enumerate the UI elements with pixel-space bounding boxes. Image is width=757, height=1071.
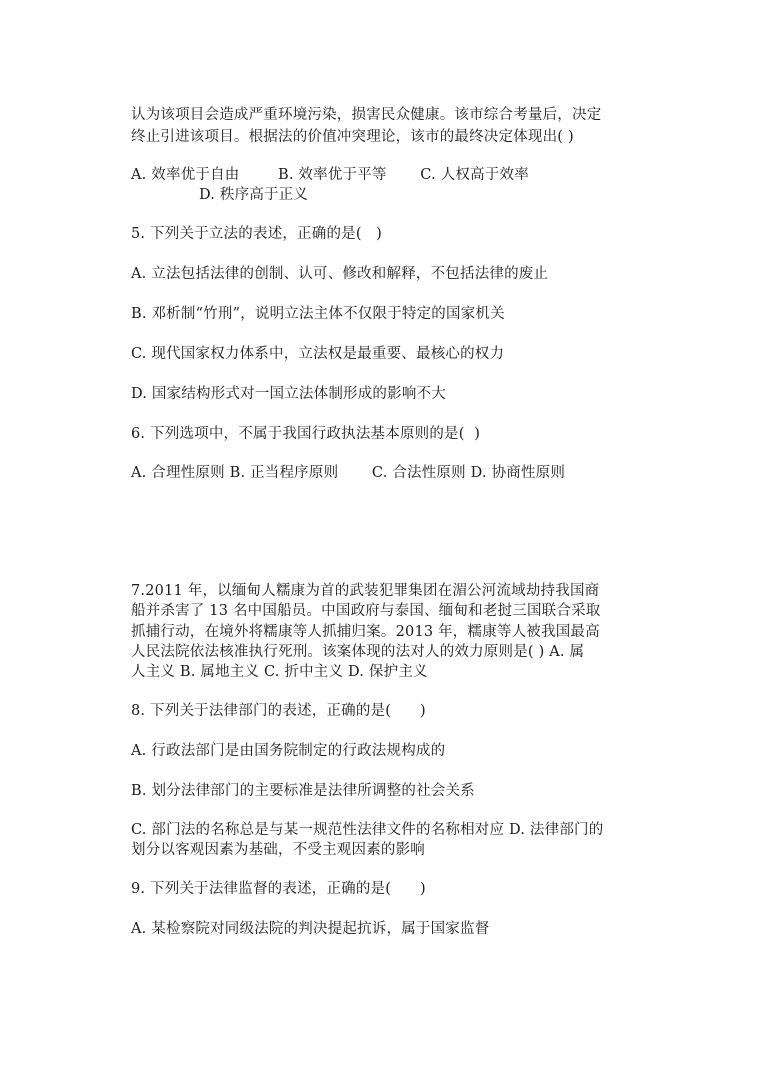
q7-line-5: 人主义 B. 属地主义 C. 折中主义 D. 保护主义 xyxy=(131,664,428,680)
q5-option-d: D. 国家结构形式对一国立法体制形成的影响不大 xyxy=(131,386,446,402)
q5-option-b: B. 邓析制“竹刑”，说明立法主体不仅限于特定的国家机关 xyxy=(131,306,505,322)
q7-line-3: 抓捕行动，在境外将糯康等人抓捕归案。2013 年，糯康等人被我国最高 xyxy=(131,624,600,640)
q5-option-a: A. 立法包括法律的创制、认可、修改和解释，不包括法律的废止 xyxy=(131,266,549,282)
q8-option-a: A. 行政法部门是由国务院制定的行政法规构成的 xyxy=(131,743,446,759)
q4-options-line-2: D. 秩序高于正义 xyxy=(199,187,309,203)
q5-option-c: C. 现代国家权力体系中，立法权是最重要、最核心的权力 xyxy=(131,346,505,362)
q5-stem: 5. 下列关于立法的表述，正确的是( ) xyxy=(131,226,382,242)
q7-line-2: 船并杀害了 13 名中国船员。中国政府与泰国、缅甸和老挝三国联合采取 xyxy=(131,603,601,619)
q8-option-cd-line-1: C. 部门法的名称总是与某一规范性法律文件的名称相对应 D. 法律部门的 xyxy=(131,822,604,838)
q8-option-b: B. 划分法律部门的主要标准是法律所调整的社会关系 xyxy=(131,783,475,799)
q8-stem: 8. 下列关于法律部门的表述，正确的是( ) xyxy=(131,703,426,719)
q8-option-cd-line-2: 划分以客观因素为基础，不受主观因素的影响 xyxy=(131,842,425,858)
q6-options: A. 合理性原则 B. 正当程序原则 C. 合法性原则 D. 协商性原则 xyxy=(131,465,566,481)
q6-stem: 6. 下列选项中，不属于我国行政执法基本原则的是( ) xyxy=(131,426,481,442)
q7-line-4: 人民法院依法核准执行死刑。该案体现的法对人的效力原则是( ) A. 属 xyxy=(131,644,585,660)
q9-stem: 9. 下列关于法律监督的表述，正确的是( ) xyxy=(131,881,426,897)
q4-stem-line-2: 终止引进该项目。根据法的价值冲突理论，该市的最终决定体现出( ) xyxy=(131,129,574,145)
q4-options-line-1: A. 效率优于自由 B. 效率优于平等 C. 人权高于效率 xyxy=(131,167,529,183)
q7-line-1: 7.2011 年，以缅甸人糯康为首的武装犯罪集团在湄公河流域劫持我国商 xyxy=(131,583,600,599)
q4-stem-line-1: 认为该项目会造成严重环境污染，损害民众健康。该市综合考量后，决定 xyxy=(131,107,602,123)
q9-option-a: A. 某检察院对同级法院的判决提起抗诉，属于国家监督 xyxy=(131,921,490,937)
